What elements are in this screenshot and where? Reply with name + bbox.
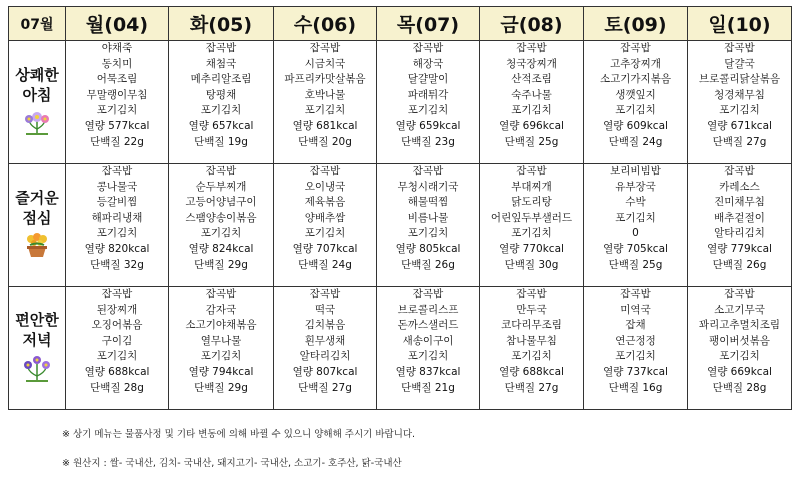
day-header-thu: 목(07) (377, 7, 480, 41)
menu-item: 포기김치 (407, 227, 449, 240)
origin-notice: ※ 원산지 : 쌀- 국내산, 김치- 국내산, 돼지고기- 국내산, 소고기- 호주산, 닭-국내산 (62, 458, 402, 469)
menu-item: 포기김치 (615, 211, 656, 224)
lunch-row (9, 164, 792, 287)
calorie-info: 열량 779kcal (707, 242, 772, 255)
calorie-info: 열량 669kcal (707, 365, 772, 378)
day-header-fri: 금(08) (480, 7, 584, 41)
menu-item: 산적조림 (511, 73, 552, 86)
calorie-info: 열량 737kcal (603, 365, 668, 378)
protein-info: 단백질 28g (90, 381, 144, 394)
dinner-wed-cell (274, 287, 377, 410)
meal-title-line: 점심 (22, 209, 52, 227)
meal-title-line: 상쾌한 (15, 66, 59, 84)
protein-info: 단백질 25g (504, 135, 559, 148)
menu-item: 파프리카맛살볶음 (284, 73, 366, 86)
lunch-mon-cell (66, 164, 169, 287)
menu-item: 포기김치 (304, 104, 346, 117)
protein-info: 단백질 22g (90, 135, 144, 148)
breakfast-fri-cell (480, 41, 584, 164)
calorie-info: 열량 794kcal (188, 365, 254, 378)
menu-item: 만두국 (516, 303, 547, 316)
menu-item: 소고기가지볶음 (599, 73, 671, 86)
menu-item: 포기김치 (511, 104, 552, 117)
protein-info: 단백질 19g (194, 135, 248, 148)
menu-item: 포기김치 (719, 104, 760, 117)
menu-item: 잡곡밥 (101, 288, 133, 300)
menu-item: 잡채 (625, 319, 646, 332)
calorie-info: 열량 688kcal (499, 365, 564, 378)
protein-info: 단백질 21g (401, 381, 455, 394)
calorie-info: 열량 707kcal (292, 242, 358, 255)
breakfast-row (9, 41, 792, 164)
protein-info: 단백질 26g (401, 258, 455, 271)
menu-item: 숙주나물 (511, 88, 552, 101)
meal-title-line: 저녁 (22, 331, 52, 349)
menu-item: 포기김치 (200, 104, 242, 117)
day-header-sat: 토(09) (584, 7, 688, 41)
calorie-info: 열량 681kcal (292, 119, 358, 132)
menu-item: 잡곡밥 (412, 288, 444, 300)
calorie-info: 열량 770kcal (499, 242, 564, 255)
menu-item: 비름나물 (407, 211, 449, 224)
protein-info: 단백질 24g (608, 135, 663, 148)
menu-item: 포기김치 (719, 350, 760, 363)
lunch-label (9, 164, 66, 287)
breakfast-mon-cell (66, 41, 169, 164)
month-header: 07월 (9, 7, 66, 41)
menu-item: 어묵조림 (96, 73, 138, 86)
menu-item: 잡곡밥 (620, 42, 651, 54)
menu-item: 해물떡찜 (407, 196, 449, 209)
header-row (9, 7, 792, 41)
menu-item: 양배추쌈 (304, 211, 346, 224)
menu-item: 미역국 (620, 303, 651, 316)
protein-info: 단백질 27g (504, 381, 559, 394)
protein-info: 단백질 29g (194, 258, 248, 271)
protein-info: 단백질 20g (298, 135, 352, 148)
protein-info: 단백질 32g (90, 258, 144, 271)
menu-item: 수박 (625, 196, 646, 209)
calorie-info: 열량 805kcal (395, 242, 461, 255)
dinner-thu-cell (377, 287, 480, 410)
day-header-mon: 월(04) (66, 7, 169, 41)
lunch-fri-cell (480, 164, 584, 287)
menu-item: 잡곡밥 (724, 42, 755, 54)
menu-item: 배추겉절이 (714, 211, 765, 224)
menu-item: 메추리알조림 (190, 73, 252, 86)
menu-item: 꽈리고추멸치조림 (698, 319, 781, 332)
menu-item: 포기김치 (511, 227, 552, 240)
menu-item: 무말랭이무침 (86, 88, 148, 101)
protein-info: 단백질 23g (401, 135, 455, 148)
protein-info: 단백질 26g (712, 258, 767, 271)
lavender-flower-icon (9, 354, 65, 386)
calorie-info: 열량 824kcal (188, 242, 254, 255)
protein-info: 단백질 16g (608, 381, 663, 394)
lunch-thu-cell (377, 164, 480, 287)
meal-title-line: 편안한 (15, 311, 59, 329)
menu-item: 닭도리탕 (511, 196, 552, 209)
calorie-info: 열량 820kcal (84, 242, 150, 255)
menu-item: 잡곡밥 (205, 288, 237, 300)
lunch-tue-cell (169, 164, 274, 287)
weekly-menu-table (8, 6, 792, 410)
breakfast-sat-cell (584, 41, 688, 164)
menu-item: 팽이버섯볶음 (709, 334, 770, 347)
calorie-info: 열량 705kcal (603, 242, 668, 255)
menu-item: 고등어양념구이 (185, 196, 257, 209)
menu-item: 알타리김치 (299, 350, 351, 363)
meal-title-line: 즐거운 (15, 189, 59, 207)
menu-item: 시금치국 (304, 57, 346, 70)
protein-info: 단백질 27g (712, 135, 767, 148)
calorie-info: 열량 837kcal (395, 365, 461, 378)
calorie-info: 열량 671kcal (707, 119, 772, 132)
calorie-info: 열량 659kcal (395, 119, 461, 132)
menu-item: 잡곡밥 (101, 165, 133, 177)
menu-item: 부대찌개 (511, 180, 552, 193)
menu-item: 떡국 (314, 303, 336, 316)
menu-item: 생깻잎지 (615, 88, 656, 101)
menu-item: 0 (632, 227, 639, 240)
menu-item: 포기김치 (407, 350, 449, 363)
breakfast-thu-cell (377, 41, 480, 164)
dinner-label (9, 287, 66, 410)
lunch-wed-cell (274, 164, 377, 287)
dinner-sun-cell (688, 287, 792, 410)
menu-item: 스팸양송이볶음 (185, 211, 257, 224)
menu-item: 잡곡밥 (205, 165, 237, 177)
menu-item: 어린잎두부샐러드 (490, 211, 573, 224)
breakfast-label (9, 41, 66, 164)
breakfast-sun-cell (688, 41, 792, 164)
menu-item: 잡곡밥 (724, 288, 755, 300)
menu-item: 잡곡밥 (205, 42, 237, 54)
menu-item: 잡곡밥 (620, 288, 651, 300)
menu-item: 돈까스샐러드 (397, 319, 459, 332)
menu-item: 야채죽 (101, 42, 133, 54)
menu-item: 소고기야채볶음 (185, 319, 257, 332)
menu-item: 김치볶음 (304, 319, 346, 332)
menu-item: 순두부찌개 (195, 180, 247, 193)
menu-item: 포기김치 (200, 227, 242, 240)
protein-info: 단백질 27g (298, 381, 352, 394)
menu-item: 포기김치 (511, 350, 552, 363)
menu-item: 달걀말이 (407, 73, 449, 86)
dinner-sat-cell (584, 287, 688, 410)
menu-item: 잡곡밥 (516, 288, 547, 300)
calorie-info: 열량 609kcal (603, 119, 668, 132)
menu-item: 포기김치 (304, 227, 346, 240)
day-header-tue: 화(05) (169, 7, 274, 41)
menu-change-notice: ※ 상기 메뉴는 물품사정 및 기타 변동에 의해 바뀔 수 있으니 양해해 주시기 바랍니다. (62, 429, 416, 440)
menu-item: 고추장찌개 (610, 57, 661, 70)
menu-item: 오이냉국 (304, 180, 346, 193)
menu-item: 포기김치 (615, 104, 656, 117)
lunch-sun-cell (688, 164, 792, 287)
menu-item: 포기김치 (96, 227, 138, 240)
menu-item: 연근정정 (615, 334, 656, 347)
menu-item: 파래튀각 (407, 88, 449, 101)
menu-item: 구이김 (101, 334, 133, 347)
menu-item: 브로콜리닭살볶음 (698, 73, 781, 86)
menu-item: 포기김치 (96, 104, 138, 117)
protein-info: 단백질 28g (712, 381, 767, 394)
menu-item: 청국장찌개 (506, 57, 557, 70)
menu-item: 소고기무국 (714, 303, 765, 316)
menu-item: 잡곡밥 (724, 165, 755, 177)
menu-item: 유부장국 (615, 180, 656, 193)
menu-item: 포기김치 (96, 350, 138, 363)
menu-item: 탕평채 (205, 88, 237, 101)
dinner-mon-cell (66, 287, 169, 410)
menu-item: 등갈비찜 (96, 196, 138, 209)
menu-item: 코다리무조림 (501, 319, 562, 332)
menu-item: 잡곡밥 (309, 288, 341, 300)
menu-item: 카레소스 (719, 180, 760, 193)
dinner-fri-cell (480, 287, 584, 410)
lunch-sat-cell (584, 164, 688, 287)
menu-item: 오징어볶음 (91, 319, 143, 332)
calorie-info: 열량 807kcal (292, 365, 358, 378)
calorie-info: 열량 688kcal (84, 365, 150, 378)
menu-item: 진미채무침 (714, 196, 765, 209)
menu-item: 채첨국 (205, 57, 237, 70)
dinner-tue-cell (169, 287, 274, 410)
menu-item: 동치미 (101, 57, 133, 70)
menu-item: 잡곡밥 (516, 42, 547, 54)
menu-item: 감자국 (205, 303, 237, 316)
menu-item: 된장찌개 (96, 303, 138, 316)
menu-item: 알타리김치 (714, 227, 765, 240)
daisy-flower-icon (9, 109, 65, 139)
protein-info: 단백질 25g (608, 258, 663, 271)
calorie-info: 열량 696kcal (499, 119, 564, 132)
menu-item: 청경채무침 (714, 88, 765, 101)
day-header-wed: 수(06) (274, 7, 377, 41)
day-header-sun: 일(10) (688, 7, 792, 41)
menu-item: 새송이구이 (402, 334, 454, 347)
menu-item: 제육볶음 (304, 196, 346, 209)
breakfast-wed-cell (274, 41, 377, 164)
menu-item: 잡곡밥 (309, 42, 341, 54)
menu-item: 브로콜리스프 (397, 303, 459, 316)
menu-item: 잡곡밥 (412, 42, 444, 54)
menu-item: 열무나물 (200, 334, 242, 347)
menu-item: 해장국 (412, 57, 444, 70)
breakfast-tue-cell (169, 41, 274, 164)
menu-item: 포기김치 (200, 350, 242, 363)
menu-item: 보리비빔밥 (610, 165, 661, 177)
menu-item: 포기김치 (615, 350, 656, 363)
menu-item: 잡곡밥 (516, 165, 547, 177)
protein-info: 단백질 24g (298, 258, 352, 271)
menu-item: 잡곡밥 (412, 165, 444, 177)
protein-info: 단백질 29g (194, 381, 248, 394)
menu-item: 해파리냉채 (91, 211, 143, 224)
menu-item: 포기김치 (407, 104, 449, 117)
menu-item: 무청시래기국 (397, 180, 459, 193)
protein-info: 단백질 30g (504, 258, 559, 271)
menu-item: 참나물무침 (506, 334, 557, 347)
menu-item: 흰무생채 (304, 334, 346, 347)
menu-item: 콩나물국 (96, 180, 138, 193)
flower-pot-icon (9, 232, 65, 262)
menu-item: 호박나물 (304, 88, 346, 101)
calorie-info: 열량 577kcal (84, 119, 150, 132)
meal-title-line: 아침 (22, 86, 52, 104)
menu-item: 달걀국 (724, 57, 755, 70)
dinner-row (9, 287, 792, 410)
menu-item: 잡곡밥 (309, 165, 341, 177)
calorie-info: 열량 657kcal (188, 119, 254, 132)
